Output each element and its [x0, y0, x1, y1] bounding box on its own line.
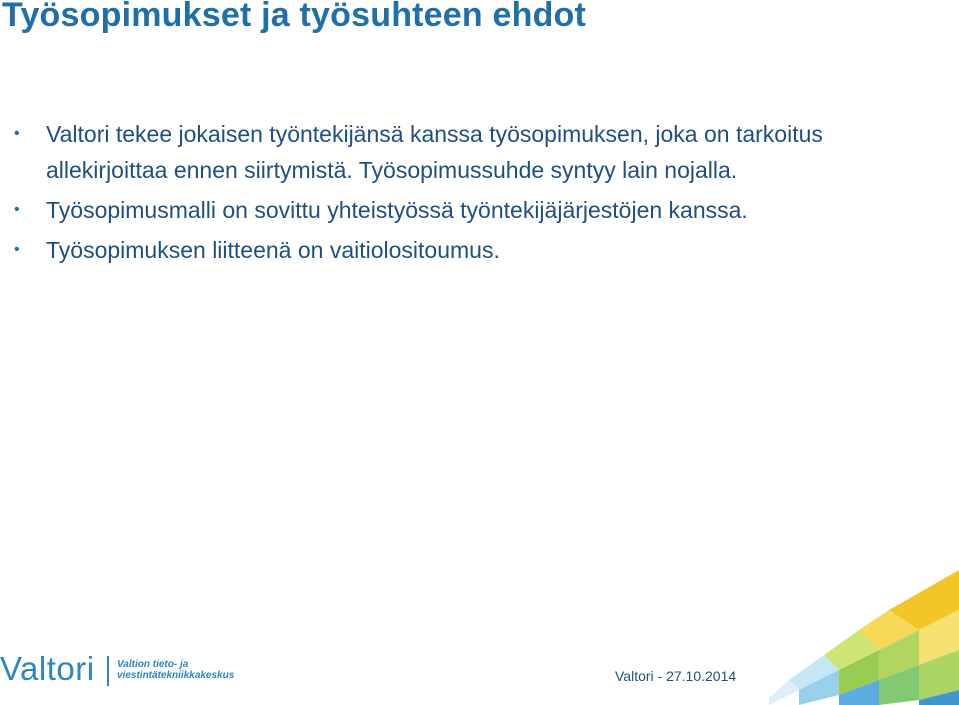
bullet-list [14, 116, 919, 272]
logo-wordmark: Valtori [0, 650, 95, 687]
bullet-text: Työsopimuksen liitteenä on vaitiolositoumus. [46, 237, 500, 263]
bullet-text: Työsopimusmalli on sovittu yhteistyössä työntekijäjärjestöjen kanssa. [46, 197, 748, 223]
bullet-item [14, 192, 919, 228]
bullet-dot-icon: • [14, 201, 20, 218]
valtori-logo [0, 650, 235, 690]
footer-date-text: Valtori - 27.10.2014 [615, 668, 737, 684]
logo-tagline [117, 659, 235, 681]
slide-title: Työsopimukset ja työsuhteen ehdot [2, 0, 587, 34]
bullet-item [14, 232, 919, 268]
logo-tagline-line2: viestintätekniikkakeskus [117, 670, 235, 681]
bullet-item [14, 116, 919, 188]
corner-decoration-graphic [769, 570, 959, 705]
bullet-dot-icon: • [14, 241, 20, 258]
logo-divider [107, 656, 109, 686]
bullet-dot-icon: • [14, 125, 20, 142]
bullet-text: Valtori tekee jokaisen työntekijänsä kanssa työsopimuksen, joka on tarkoitus allekirjoittaa ennen siirtymistä. Työsopimussuhde syntyy lain nojalla. [46, 121, 823, 183]
logo-tagline-line1: Valtion tieto- ja [117, 659, 189, 670]
